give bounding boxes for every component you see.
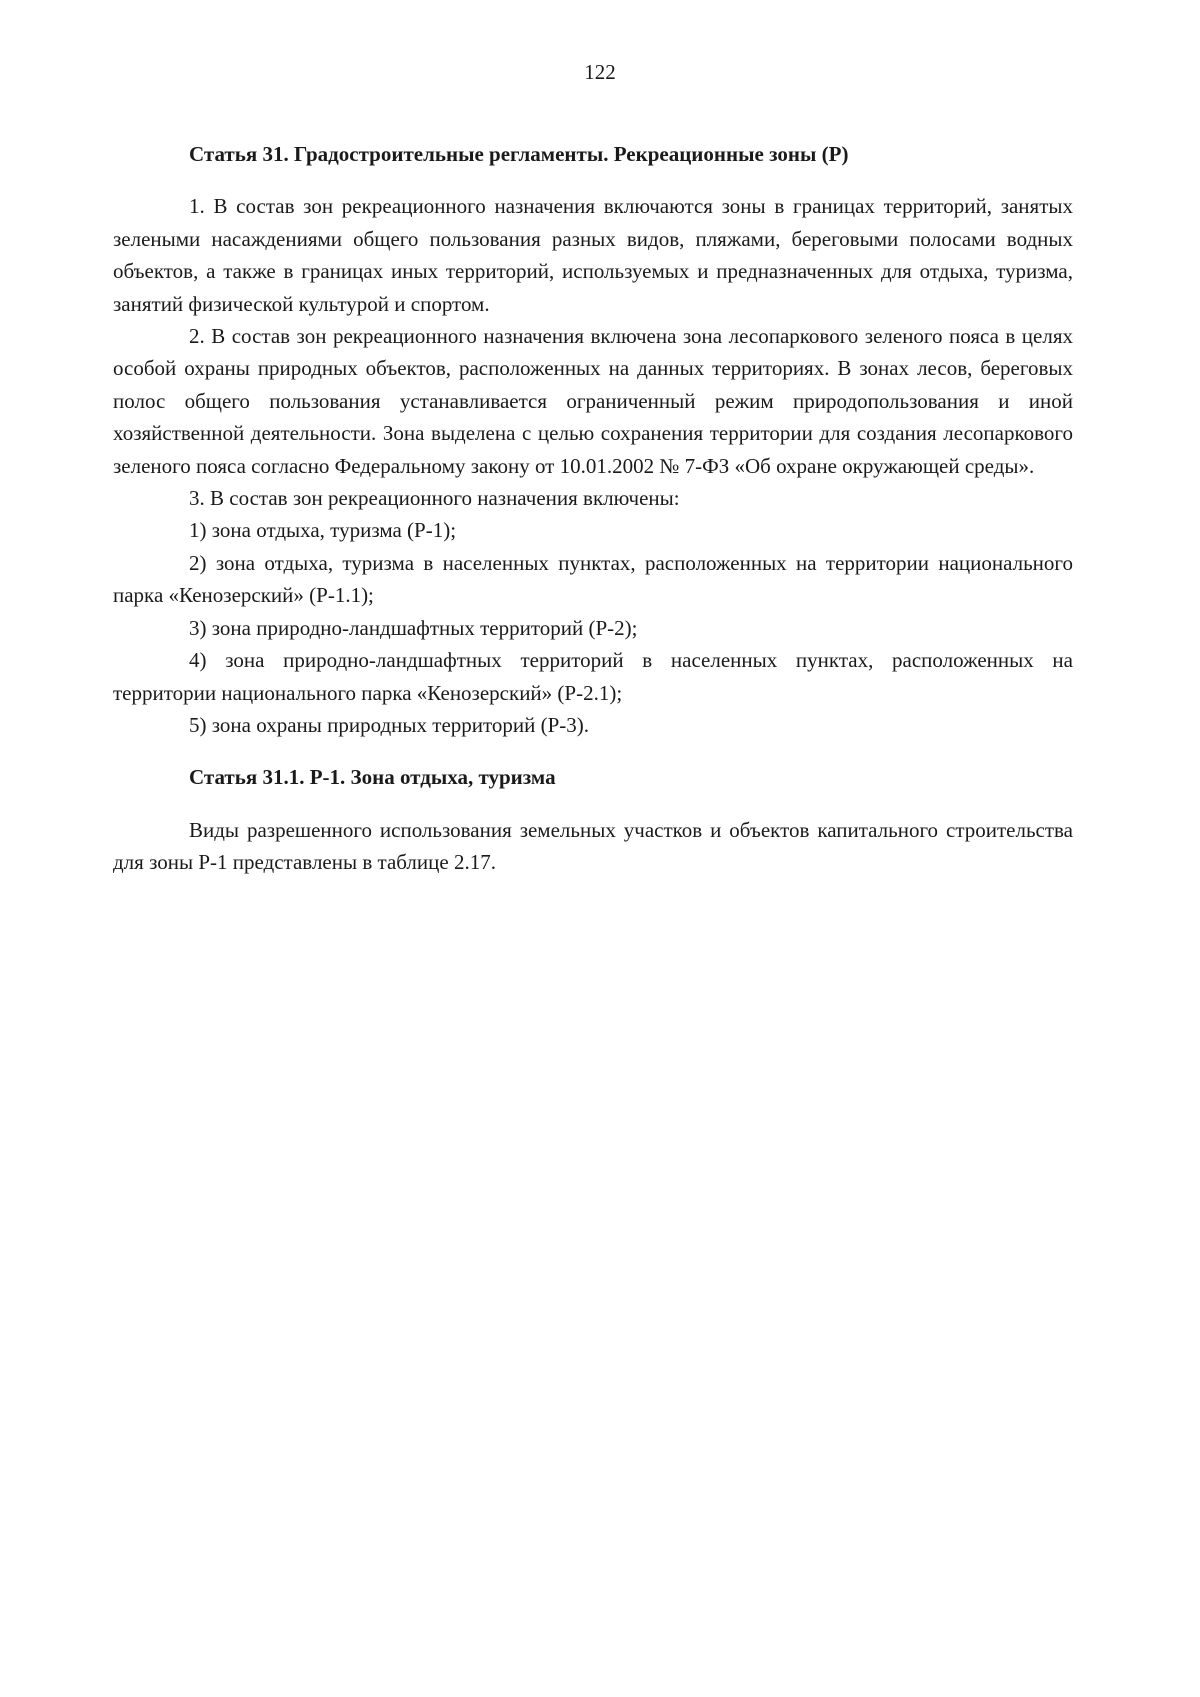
page-number: 122 bbox=[584, 60, 616, 84]
paragraph-1: 1. В состав зон рекреационного назначения включаются зоны в границах территорий, занятых зелеными насаждениями общего пользования разных видов, пляжами, береговыми полосами водных объектов, а также в границах иных территорий, используемых и предназначенных для отдыха, туризма, занятий физической культурой и спортом. bbox=[113, 194, 1073, 316]
paragraph-3: 3. В состав зон рекреационного назначения включены: bbox=[189, 486, 680, 511]
list-item-4: 4) зона природно-ландшафтных территорий в населенных пунктах, расположенных на территории национального парка «Кенозерский» (Р-2.1); bbox=[113, 648, 1073, 705]
list-item-5: 5) зона охраны природных территорий (Р-3). bbox=[189, 712, 590, 737]
list-item-2: 2) зона отдыха, туризма в населенных пунктах, расположенных на территории национального парка «Кенозерский» (Р-1.1); bbox=[113, 550, 1073, 608]
list-item-3: 3) зона природно-ландшафтных территорий (Р-2); bbox=[189, 615, 638, 640]
paragraph-article-31-1: Виды разрешенного использования земельных участков и объектов капитального строительства для зоны Р-1 представлены в таблице 2.17. bbox=[113, 817, 1073, 875]
paragraph-2: 2. В состав зон рекреационного назначения включена зона лесопаркового зеленого пояса в целях особой охраны природных объектов, расположенных на данных территориях. В зонах лесов, береговых полос общего пользования устанавливается ограниченный режим природопользования и иной хозяйственной деятельности. Зона выделена с целью сохранения территории для создания лесопаркового зеленого пояса согласно Федеральному закону от 10.01.2002 № 7-ФЗ «Об охране окружающей среды». bbox=[113, 324, 1073, 478]
list-item-1: 1) зона отдыха, туризма (Р-1); bbox=[189, 518, 457, 543]
article-31-title: Статья 31. Градостроительные регламенты. Рекреационные зоны (Р) bbox=[189, 142, 849, 166]
document-body bbox=[113, 138, 1073, 879]
article-31-1-title: Статья 31.1. Р-1. Зона отдыха, туризма bbox=[189, 765, 556, 790]
